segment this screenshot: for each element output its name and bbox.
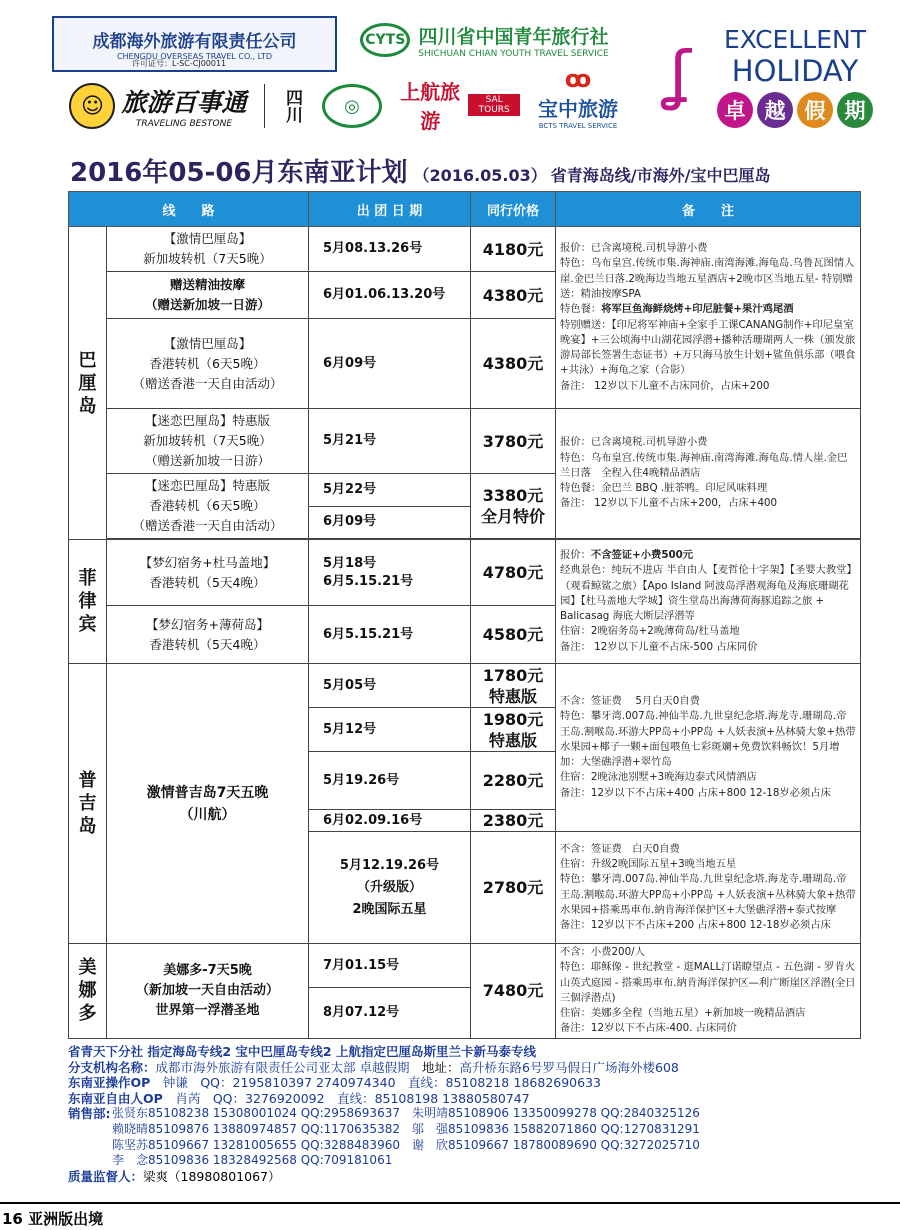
header-date: 出 团 日 期: [309, 192, 471, 227]
notes-cell: 报价：已含离境税.司机导游小费 特色：乌布皇宫.传统市集.海神庙.南湾海滩.海龟岛.情人崖.金巴兰日落 全程入住4晚精品酒店 特色餐：金巴兰 BBQ .脏茶鸭。印尼风味料理 备注： 12岁以下儿童不占床+200，占床+400: [556, 409, 861, 539]
brand-swirl-icon: ʆ: [669, 39, 691, 113]
eh-zh-1: 卓: [717, 92, 753, 128]
title-routes: 省青海岛线/市海外/宝中巴厘岛: [550, 166, 771, 185]
excellent-holiday-logo: [636, 20, 886, 132]
route-cell: 【激情巴厘岛】 新加坡转机（7天5晚）: [107, 227, 309, 272]
date-cell: 5月12号: [309, 708, 471, 752]
route-cell: 美娜多-7天5晚 （新加坡一天自由活动） 世界第一浮潜圣地: [107, 944, 309, 1039]
page-divider: [0, 1202, 900, 1204]
bcts-logo: [526, 66, 630, 128]
date-cell: 6月5.15.21号: [309, 606, 471, 664]
route-cell: 【迷恋巴厘岛】特惠版 香港转机（6天5晚） （赠送香港一天自由活动）: [107, 474, 309, 539]
sal-logo: [396, 80, 520, 133]
table-row: [69, 664, 861, 708]
price-cell: 1980元 特惠版: [471, 708, 556, 752]
bestone-logo: [52, 82, 264, 130]
price-cell: 2380元: [471, 810, 556, 832]
footer-contacts: [68, 1044, 898, 1184]
table-row: [69, 540, 861, 606]
price-cell: 3380元 全月特价: [471, 474, 556, 539]
date-cell: 5月21号: [309, 409, 471, 474]
date-cell: 5月08.13.26号: [309, 227, 471, 272]
price-cell: 4580元: [471, 606, 556, 664]
route-cell: 激情普吉岛7天五晚 （川航）: [107, 664, 309, 944]
region-manado: 美 娜 多: [69, 944, 107, 1039]
sales-label: 销售部:: [68, 1106, 111, 1122]
date-cell: 5月18号 6月5.15.21号: [309, 540, 471, 606]
date-cell: 6月02.09.16号: [309, 810, 471, 832]
sales-line: 陈坚苏85109667 13281005655 QQ:3288483960 谢 欣85109667 18780089690 QQ:3272025710: [112, 1137, 700, 1152]
header-notes: 备 注: [556, 192, 861, 227]
sales-line: 赖晓晴85109876 13880974857 QQ:1170635382 邬 强85109836 15882071860 QQ:1270831291: [112, 1121, 700, 1136]
bcts-name: 宝中旅游: [538, 96, 618, 121]
date-cell: 6月09号: [309, 506, 471, 539]
globe-icon: ◎: [322, 84, 382, 128]
header-price: 同行价格: [471, 192, 556, 227]
notes-cell: 不含：小费200/人 特色：耶稣像 - 世纪教堂 - 逛MALL汀诺瞭望点 - 五色湖 - 罗肯火山英式庭园 - 搭乘馬車布.納肯海洋保护区—利广断崖区浮潜(全日三個浮潜点) 住宿：美娜多全程（当地五星）+新加坡一晚精品酒店 备注：12岁以下不占床-400. 占床同价: [556, 944, 861, 1039]
cyts-name: 四川省中国青年旅行社: [418, 25, 609, 48]
footer-partners: 省青天下分社 指定海岛专线2 宝中巴厘岛专线2 上航指定巴厘岛斯里兰卡新马泰专线: [68, 1044, 536, 1059]
mascot-icon: ☺: [69, 83, 115, 129]
date-cell: 5月05号: [309, 664, 471, 708]
notes-cell: 不含：签证费 5月白天0自费 特色：攀牙湾.007岛.神仙半岛.九世皇纪念塔.海龙寺.珊瑚岛.帝王岛.割喉岛.环游大PP岛+小PP岛 +人妖表演+丛林骑大象+热带水果园+椰子一颗+面包喂鱼七彩斑斓+免费饮料畅饮！5月增加：大堡礁浮潜+翠竹岛 住宿：2晚泳池别墅+3晚海边泰式风情酒店 备注：12岁以下不占床+400 占床+800 12-18岁必须占床: [556, 664, 861, 832]
table-header: [69, 192, 861, 227]
sales-line: 李 念85109836 18328492568 QQ:709181061: [112, 1153, 393, 1168]
eh-zh-2: 越: [757, 92, 793, 128]
sal-en: SAL TOURS: [468, 94, 520, 116]
footer-qc: 质量监督人：梁爽（18980801067）: [68, 1168, 281, 1184]
date-cell: 5月22号: [309, 474, 471, 507]
page-title: [70, 152, 890, 190]
cyts-logo: [342, 18, 627, 62]
region-philippines: 菲 律 宾: [69, 540, 107, 664]
eh-zh-4: 期: [837, 92, 873, 128]
table-row: [69, 227, 861, 272]
cyts-emblem-icon: CYTS: [360, 23, 410, 57]
date-cell: 5月12.19.26号 （升级版） 2晚国际五星: [309, 832, 471, 944]
bcts-swirl-icon: ꝏ: [564, 64, 592, 93]
price-cell: 4180元: [471, 227, 556, 272]
price-cell: 4380元: [471, 319, 556, 409]
bcts-en: BCTS TRAVEL SERVICE: [538, 121, 618, 130]
price-cell: 2780元: [471, 832, 556, 944]
footer-sales: [68, 1106, 898, 1168]
eh-line1: EXCELLENT: [724, 24, 866, 54]
price-cell: 4780元: [471, 540, 556, 606]
date-cell: 6月09号: [309, 319, 471, 409]
license-number: 许可证号：L-SC-CJ00011: [132, 59, 227, 68]
cots-name: 成都海外旅游有限责任公司: [92, 32, 297, 52]
price-cell: 4380元: [471, 272, 556, 319]
eh-zh-3: 假: [797, 92, 833, 128]
cots-en: CHENGDU OVERSEAS TRAVEL CO., LTD: [116, 52, 273, 61]
notes-cell: 报价：已含离境税.司机导游小费 特色：乌布皇宫.传统市集.海神庙.南湾海滩.海龟岛.乌鲁瓦图情人崖.金巴兰日落.2晚海边当地五星酒店+2晚市区当地五星- 特别赠送：精油按摩SPA 特色餐：将军巨鱼海鲜烧烤+印尼脏餐+果汁鸡尾酒 特别赠送：【印尼将军神庙+全家手工课CANANG制作+印尼皇室晚宴】+三公顷海中山湖花园浮潜+播种活珊瑚两人一株（颁发旅游局部长签署生态证书）+万只海马放生计划+鲨鱼俱乐部（喂食+共泳）+海龟之家（合影） 备注： 12岁以下儿童不占床同价，占床+200: [556, 227, 861, 409]
page-number: 16: [2, 1210, 23, 1228]
region-phuket: 普 吉 岛: [69, 664, 107, 944]
eh-line2: HOLIDAY: [731, 53, 859, 88]
route-cell: 【梦幻宿务+薄荷岛】 香港转机（5天4晚）: [107, 606, 309, 664]
table-row: [69, 944, 861, 988]
sal-name: 上航旅游: [400, 80, 461, 133]
logo-bar: [0, 0, 900, 145]
date-cell: 5月19.26号: [309, 752, 471, 810]
notes-cell: 报价：不含签证+小费500元 经典景色：纯玩不进店 半自由人【麦哲伦十字架】【圣婴大教堂】（观看鲸鲨之旅）【Apo Island 阿波岛浮潜观海龟及海底珊瑚花园】【杜马盖地大学城】资生堂岛出海薄荷海豚追踪之旅 + Balicasag 海底大断层浮潜等 住宿：2晚宿务岛+2晚薄荷岛/杜马盖地 备注： 12岁以下儿童不占床-500 占床同价: [556, 540, 861, 664]
route-cell: 【激情巴厘岛】 香港转机（6天5晚） （赠送香港一天自由活动）: [107, 319, 309, 409]
price-cell: 1780元 特惠版: [471, 664, 556, 708]
footer-op1: 东南亚操作OP 钟谦 QQ：2195810397 2740974340 直线：85108218 18682690633: [68, 1075, 601, 1091]
itinerary-table: [68, 191, 861, 1039]
notes-cell: 不含：签证费 白天0自费 住宿：升级2晚国际五星+3晚当地五星 特色：攀牙湾.007岛.神仙半岛.九世皇纪念塔.海龙寺.珊瑚岛.帝王岛.割喉岛.环游大PP岛+小PP岛 +人妖表演+丛林骑大象+热带水果园+搭乘馬車布.納肯海洋保护区+大堡礁浮潜+泰式按摩 备注：12岁以下不占床+200 占床+800 12-18岁必须占床: [556, 832, 861, 944]
cyts-en: SHICHUAN CHIAN YOUTH TRAVEL SERVICE: [418, 48, 609, 59]
page-footer: [2, 1208, 103, 1229]
bestone-en: TRAVELING BESTONE: [135, 119, 233, 129]
route-cell: 【梦幻宿务+杜马盖地】 香港转机（5天4晚）: [107, 540, 309, 606]
date-cell: 7月01.15号: [309, 944, 471, 988]
footer-op2: 东南亚自由人OP 肖芮 QQ：3276920092 直线：85108198 13880580747: [68, 1090, 530, 1106]
header-route: 线 路: [69, 192, 309, 227]
date-cell: 6月01.06.13.20号: [309, 272, 471, 319]
region-bali: 巴 厘 岛: [69, 227, 107, 540]
route-cell: 【迷恋巴厘岛】特惠版 新加坡转机（7天5晚） （赠送新加坡一日游）: [107, 409, 309, 474]
price-cell: 2280元: [471, 752, 556, 810]
route-cell: 赠送精油按摩 （赠送新加坡一日游）: [107, 272, 309, 319]
title-main: 2016年05-06月东南亚计划: [70, 158, 408, 188]
bestone-name: 旅游百事通: [121, 88, 247, 117]
sales-line: 张贤东85108238 15308001024 QQ:2958693637 朱明靖85108906 13350099278 QQ:2840325126: [112, 1106, 700, 1121]
footer-branch: 分支机构名称：成都市海外旅游有限责任公司亚太部 卓越假期 地址：高升桥东路6号罗马假日广场海外楼608: [68, 1059, 679, 1075]
date-cell: 8月07.12号: [309, 988, 471, 1039]
title-date: （2016.05.03）: [413, 166, 547, 185]
page-section: 亚洲版出境: [28, 1210, 104, 1228]
table-row: [69, 409, 861, 474]
bestone-region: 四川: [264, 84, 320, 128]
price-cell: 7480元: [471, 944, 556, 1039]
price-cell: 3780元: [471, 409, 556, 474]
